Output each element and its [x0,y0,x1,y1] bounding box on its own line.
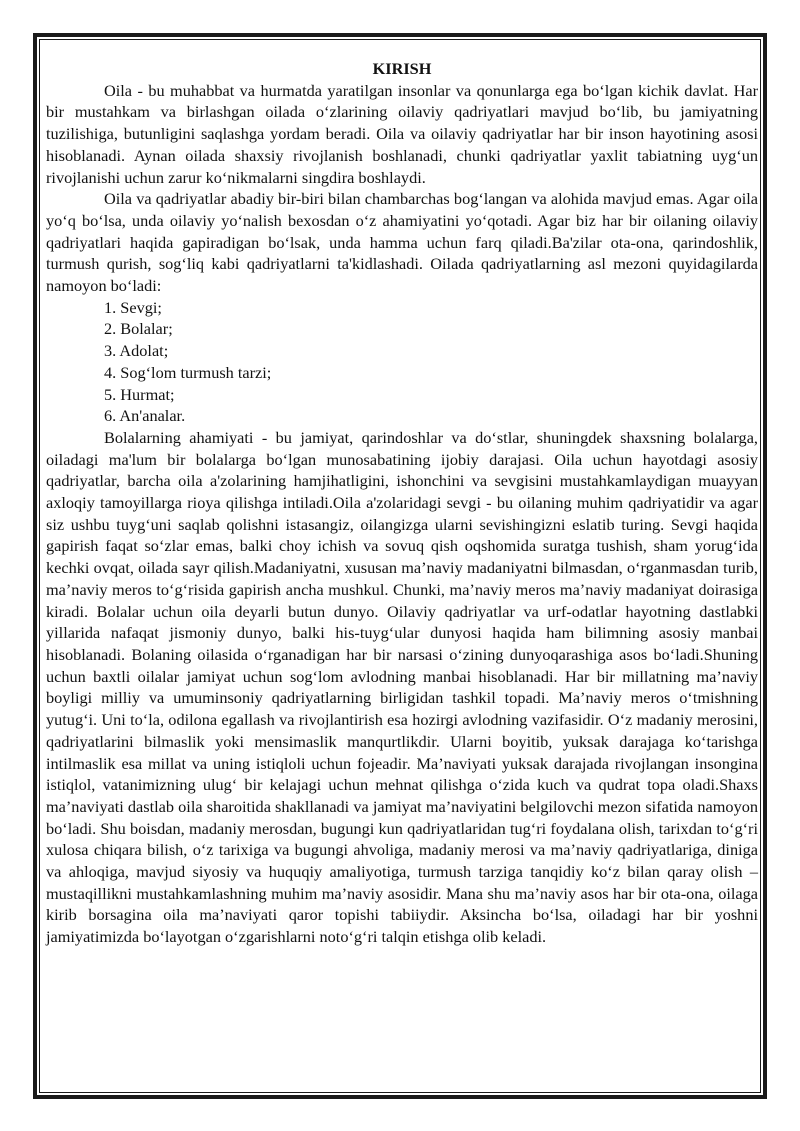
list-item: 3. Adolat; [104,341,169,361]
paragraph-intro: Oila - bu muhabbat va hurmatda yaratilgan insonlar va qonunlarga ega bo‘lgan kichik davlat. Har bir mustahkam va birlashgan oilada o‘zlarining oilaviy qadriyatlari mavjud bo‘lib, bu jamiyatning tuzilishiga, butunligini saqlashga yordam beradi. Oila va oilaviy qadriyatlar har bir inson hayotining asosi hisoblanadi. Aynan oilada shaxsiy rivojlanish boshlanadi, chunki qadriyatlar yaxlit tabiatning uyg‘un rivojlanishi uchun zarur ko‘nikmalarni singdira boshlaydi. [46,80,758,187]
list-item: 5. Hurmat; [104,384,175,404]
list-item: 1. Sevgi; [104,297,162,317]
document-body [46,58,758,1088]
list-item: 2. Bolalar; [104,319,173,339]
list-item: 4. Sog‘lom turmush tarzi; [104,362,272,382]
page-title: KIRISH [372,59,432,78]
paragraph-children: Bolalarning ahamiyati - bu jamiyat, qarindoshlar va do‘stlar, shuningdek shaxsning bolalarga, oiladagi ma'lum bir bolalarga bo‘lgan munosabatining ijobiy darajasi. Oila uchun hayotdagi asosiy qadriyatlar, barcha oila a'zolarining hamjihatligini, ishonchini va sevgisini mustahkamlaydigan muayyan axloqiy tamoyillarga rioya qilishga intiladi.Oila a'zolaridagi sevgi - bu oilaning muhim qadriyatidir va agar siz ushbu tuyg‘uni saqlab qolishni istasangiz, oilangizga ularni sevishingizni eslatib turing. Sevgi haqida gapirish faqat so‘zlar emas, balki choy ichish va sovuq qish oqshomida suratga tushish, sham yorug‘ida kechki ovqat, oilada sayr qilish.Madaniyatni, xususan ma’naviy madaniyatni bilmasdan, o‘rganmasdan turib, ma’naviy meros to‘g‘risida gapirish ancha mushkul. Chunki, ma’naviy meros ma’naviy madaniyat doirasiga kiradi. Bolalar uchun oila deyarli butun dunyo. Oilaviy qadriyatlar va urf-odatlar hayotning dastlabki yillarida nafaqat jismoniy dunyo, balki his-tuyg‘ular dunyosi haqida ham bilimning asosiy manbai hisoblanadi. Bolaning oilasida o‘rganadigan har bir narsasi o‘zining dunyoqarashiga asos bo‘ladi.Shuning uchun baxtli oilalar jamiyat uchun sog‘lom avlodning manbai hisoblanadi. Har bir millatning ma’naviy boyligi milliy va umuminsoniy qadriyatlarning birligidan tashkil topadi. Ma’naviy meros o‘tmishning yutug‘i. Uni to‘la, odilona egallash va rivojlantirish esa hozirgi avlodning vazifasidir. O‘z madaniy merosini, qadriyatlarini bilmaslik yoki mensimaslik manqurtlikdir. Ularni boyitib, yuksak darajaga ko‘tarishga intilmaslik esa millat va uning istiqloli uchun fojeadir. Ma’naviyati yuksak darajada rivojlangan insongina istiqlol, vatanimizning ulug‘ bir kelajagi uchun mehnat qilishga o‘zida kuch va qudrat topa oladi.Shaxs ma’naviyati dastlab oila sharoitida shakllanadi va jamiyat ma’naviyatini belgilovchi mezon sifatida namoyon bo‘ladi. Shu boisdan, madaniy merosdan, bugungi kun qadriyatlaridan tug‘ri foydalana olish, tarixdan to‘g‘ri xulosa chiqara bilish, o‘z tarixiga va bugungi ahvoliga, madaniy merosi va ma’naviy qadriyatlariga, diniga va ahloqiga, mavjud siyosiy va huquqiy amaliyotiga, turmush tarziga tanqidiy ko‘z bilan qaray olish – mustaqillikni mustahkamlashning muhim ma’naviy asosidir. Mana shu ma’naviy asos har bir ota-ona, oilaga kirib borsagina oila ma’naviyati qaror topishi tabiiydir. Aksincha bo‘lsa, oiladagi har bir yoshni jamiyatimizda bo‘layotgan o‘zgarishlarni noto‘g‘ri talqin etishga olib keladi. [46,427,758,947]
values-list [46,297,758,427]
list-item: 6. An'analar. [104,406,186,426]
paragraph-values: Oila va qadriyatlar abadiy bir-biri bilan chambarchas bog‘langan va alohida mavjud emas. Agar oila yo‘q bo‘lsa, unda oilaviy yo‘nalish bexosdan o‘z ahamiyatini yo‘qotadi. Agar biz har bir oilaning oilaviy qadriyatlari haqida gapiradigan bo‘lsak, unda hamma uchun farq qiladi.Ba'zilar ota-ona, qarindoshlik, turmush qurish, sog‘liq kabi qadriyatlarni ta'kidlashadi. Oilada qadriyatlarning asl mezoni quyidagilarda namoyon bo‘ladi: [46,189,758,296]
